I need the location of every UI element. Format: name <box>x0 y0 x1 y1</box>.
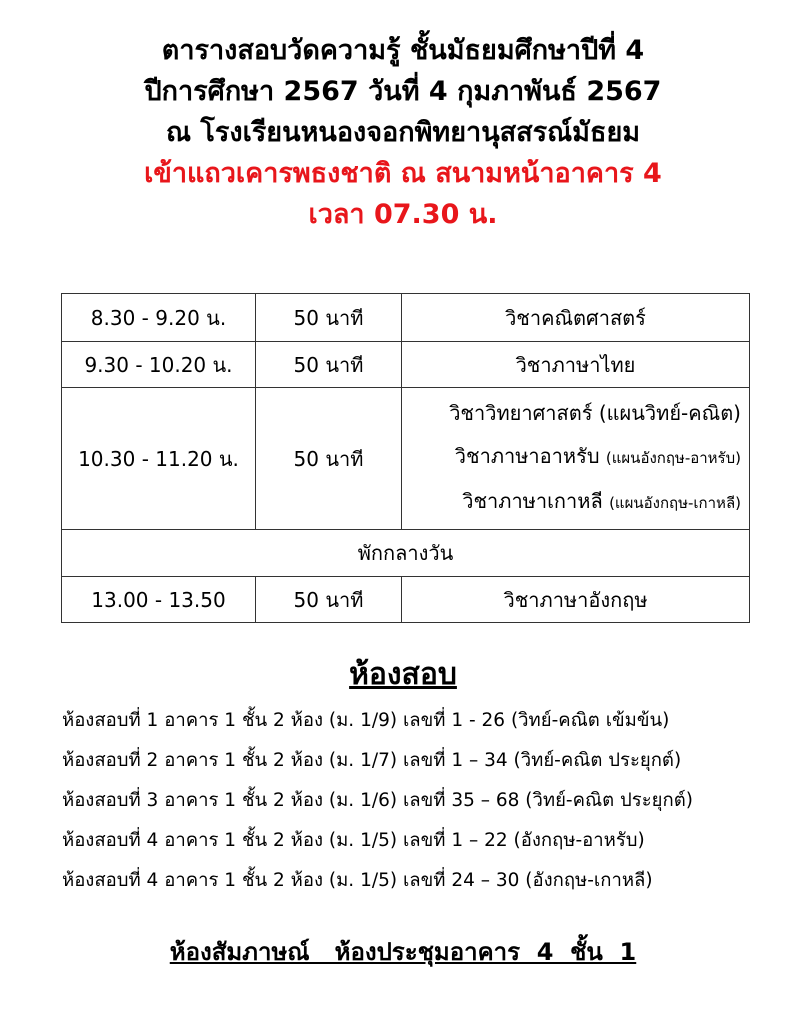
duration-cell: 50 นาที <box>256 577 402 623</box>
document-header <box>0 30 806 235</box>
subject-track: (แผนอังกฤษ-เกาหลี) <box>609 494 741 512</box>
list-item: ห้องสอบที่ 1 อาคาร 1 ชั้น 2 ห้อง (ม. 1/9) เลขที่ 1 - 26 (วิทย์-คณิต เข้มข้น) <box>62 710 670 731</box>
duration-cell: 50 นาที <box>256 294 402 342</box>
table-row <box>62 388 750 530</box>
academic-year-date: ปีการศึกษา 2567 วันที่ 4 กุมภาพันธ์ 2567 <box>144 76 662 107</box>
time-cell: 10.30 - 11.20 น. <box>62 388 256 530</box>
subject-name: วิชาวิทยาศาสตร์ <box>449 401 599 425</box>
interview-room-note: ห้องสัมภาษณ์ ห้องประชุมอาคาร 4 ชั้น 1 <box>169 938 637 966</box>
subject-track: (แผนอังกฤษ-อาหรับ) <box>605 449 741 467</box>
title-line: ตารางสอบวัดความรู้ ชั้นมัธยมศึกษาปีที่ 4 <box>161 35 645 66</box>
assembly-time: เวลา 07.30 น. <box>308 199 498 230</box>
lunch-break-cell: พักกลางวัน <box>62 530 750 577</box>
time-cell: 9.30 - 10.20 น. <box>62 342 256 388</box>
school-name: ณ โรงเรียนหนองจอกพิทยานุสสรณ์มัธยม <box>165 117 641 148</box>
time-cell: 8.30 - 9.20 น. <box>62 294 256 342</box>
list-item: ห้องสอบที่ 3 อาคาร 1 ชั้น 2 ห้อง (ม. 1/6) เลขที่ 35 – 68 (วิทย์-คณิต ประยุกต์) <box>62 790 693 811</box>
table-row <box>62 294 750 342</box>
subject-track: (แผนวิทย์-คณิต) <box>598 401 741 425</box>
subject-name: วิชาภาษาอาหรับ <box>454 444 606 468</box>
subject-cell: วิชาภาษาไทย <box>402 342 750 388</box>
subject-cell: วิชาคณิตศาสตร์ <box>402 294 750 342</box>
subject-cell: วิชาภาษาอังกฤษ <box>402 577 750 623</box>
subject-cell-multi <box>402 388 750 530</box>
exam-schedule-table <box>61 293 750 623</box>
exam-rooms-list <box>62 701 802 901</box>
subject-line <box>406 392 741 435</box>
subject-line <box>406 435 741 480</box>
list-item: ห้องสอบที่ 4 อาคาร 1 ชั้น 2 ห้อง (ม. 1/5) เลขที่ 1 – 22 (อังกฤษ-อาหรับ) <box>62 830 645 851</box>
assembly-notice: เข้าแถวเคารพธงชาติ ณ สนามหน้าอาคาร 4 <box>144 158 662 189</box>
duration-cell: 50 นาที <box>256 388 402 530</box>
table-row-break <box>62 530 750 577</box>
list-item: ห้องสอบที่ 4 อาคาร 1 ชั้น 2 ห้อง (ม. 1/5) เลขที่ 24 – 30 (อังกฤษ-เกาหลี) <box>62 870 653 891</box>
exam-rooms-heading: ห้องสอบ <box>349 657 457 692</box>
duration-cell: 50 นาที <box>256 342 402 388</box>
time-cell: 13.00 - 13.50 <box>62 577 256 623</box>
subject-line <box>406 480 741 525</box>
list-item: ห้องสอบที่ 2 อาคาร 1 ชั้น 2 ห้อง (ม. 1/7) เลขที่ 1 – 34 (วิทย์-คณิต ประยุกต์) <box>62 750 682 771</box>
table-row <box>62 342 750 388</box>
subject-name: วิชาภาษาเกาหลี <box>462 489 610 513</box>
table-row <box>62 577 750 623</box>
